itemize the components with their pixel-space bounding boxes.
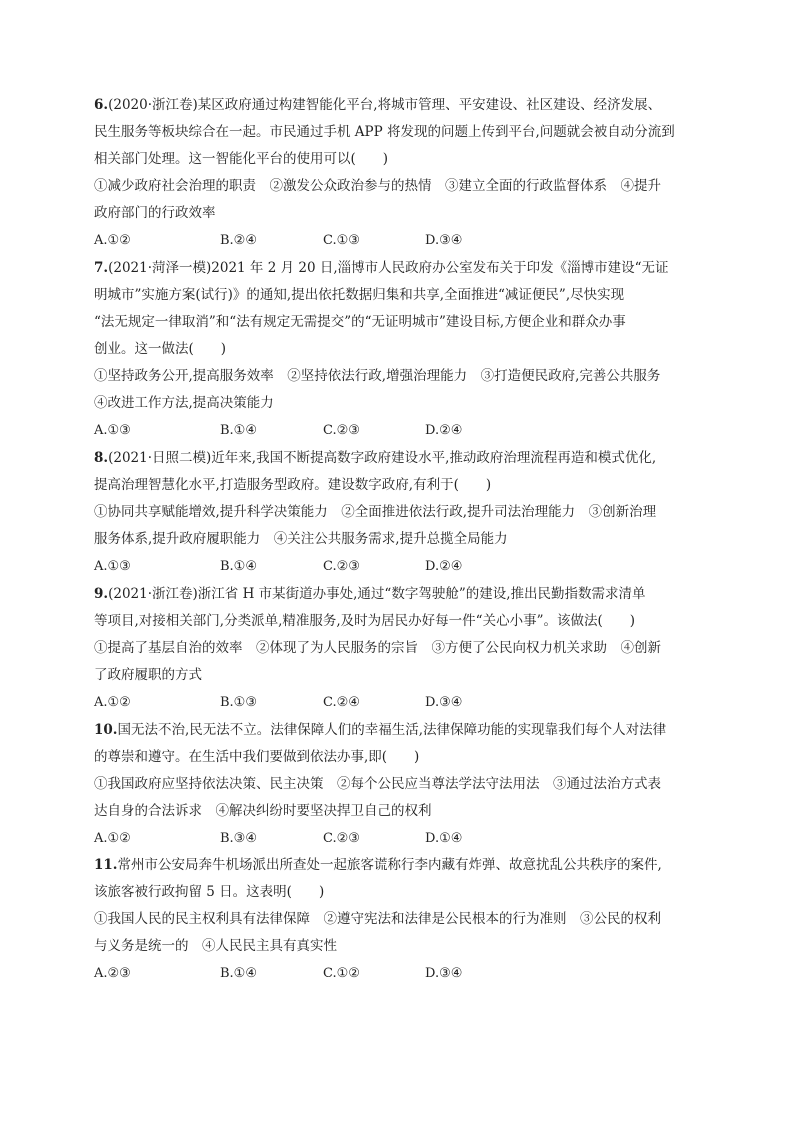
option-a: A.①③ [94, 423, 131, 438]
question-line [94, 581, 700, 608]
option-c: C.①② [323, 966, 360, 981]
answer-options [94, 417, 700, 444]
option-b: B.①④ [220, 559, 257, 574]
question-line [94, 852, 700, 879]
option-d: D.②④ [425, 559, 463, 574]
option-c: C.②③ [323, 831, 360, 846]
option-b: B.①④ [220, 966, 257, 981]
question-number: 6. [94, 97, 109, 113]
choice-statements: 与义务是统一的 ④人民民主具有真实性 [94, 938, 337, 954]
choice-statements: 了政府履职的方式 [94, 667, 202, 683]
answer-options [94, 960, 700, 987]
question-line: “法无规定一律取消”和“法有规定无需提交”的“无证明城市”建设目标,方便企业和群众办事 [94, 314, 626, 330]
option-c: C.②③ [323, 423, 360, 438]
question-stem: (2021·浙江卷)浙江省 H 市某街道办事处,通过“数字驾驶舱”的建设,推出民勤指数需求清单 [108, 586, 646, 602]
option-a: A.①② [94, 233, 131, 248]
question-stem: (2021·日照二模)近年来,我国不断提高数字政府建设水平,推动政府治理流程再造和模式优化, [108, 450, 657, 466]
option-b: B.②④ [220, 233, 257, 248]
question-7 [94, 255, 700, 444]
option-d: D.③④ [425, 233, 463, 248]
option-a: A.①② [94, 831, 131, 846]
choice-statements: 政府部门的行政效率 [94, 205, 216, 221]
answer-options [94, 825, 700, 852]
option-c: C.②④ [323, 695, 360, 710]
answer-options [94, 689, 700, 716]
choice-statements: 达自身的合法诉求 ④解决纠纷时要坚决捍卫自己的权利 [94, 803, 432, 819]
question-line: 等项目,对接相关部门,分类派单,精准服务,及时为居民办好每一件“关心小事”。该做法( ) [94, 613, 636, 629]
option-c: C.②③ [323, 559, 360, 574]
question-line: 明城市”实施方案(试行)》的通知,提出依托数据归集和共享,全面推进“减证便民”,尽快实现 [94, 287, 625, 303]
question-line: 创业。这一做法( ) [94, 341, 227, 357]
question-number: 7. [94, 260, 109, 276]
question-number: 8. [94, 450, 109, 466]
choice-statements: ①提高了基层自治的效率 ②体现了为人民服务的宗旨 ③方便了公民向权力机关求助 ④创新 [94, 640, 661, 656]
question-10 [94, 717, 700, 852]
choice-statements: ①减少政府社会治理的职责 ②激发公众政治参与的热情 ③建立全面的行政监督体系 ④提升 [94, 178, 661, 194]
choice-statements: ④改进工作方法,提高决策能力 [94, 395, 274, 411]
question-line: 相关部门处理。这一智能化平台的使用可以( ) [94, 151, 389, 167]
question-6 [94, 92, 700, 254]
question-9 [94, 581, 700, 716]
question-line [94, 445, 700, 472]
question-line: 民生服务等板块综合在一起。市民通过手机 APP 将发现的问题上传到平台,问题就会被自动分流到 [94, 124, 675, 140]
choice-statements: ①我国政府应坚持依法决策、民主决策 ②每个公民应当尊法学法守法用法 ③通过法治方式表 [94, 776, 661, 792]
choice-statements: 服务体系,提升政府履职能力 ④关注公共服务需求,提升总揽全局能力 [94, 531, 508, 547]
answer-options [94, 227, 700, 254]
question-line: 提高治理智慧化水平,打造服务型政府。建设数字政府,有利于( ) [94, 477, 492, 493]
option-d: D.②④ [425, 423, 463, 438]
option-a: A.①③ [94, 559, 131, 574]
option-d: D.③④ [425, 966, 463, 981]
option-a: A.②③ [94, 966, 131, 981]
choice-statements: ①坚持政务公开,提高服务效率 ②坚持依法行政,增强治理能力 ③打造便民政府,完善公共服务 [94, 368, 661, 384]
question-line [94, 717, 700, 744]
option-b: B.①③ [220, 695, 257, 710]
question-number: 11. [94, 857, 118, 873]
question-line: 该旅客被行政拘留 5 日。这表明( ) [94, 884, 325, 900]
question-line [94, 255, 700, 282]
option-d: D.③④ [425, 695, 463, 710]
question-stem: (2020·浙江卷)某区政府通过构建智能化平台,将城市管理、平安建设、社区建设、经济发展、 [108, 97, 662, 113]
option-c: C.①③ [323, 233, 360, 248]
question-line: 的尊崇和遵守。在生活中我们要做到依法办事,即( ) [94, 749, 420, 765]
option-d: D.①④ [425, 831, 463, 846]
option-b: B.①④ [220, 423, 257, 438]
answer-options [94, 553, 700, 580]
question-number: 9. [94, 586, 109, 602]
choice-statements: ①协同共享赋能增效,提升科学决策能力 ②全面推进依法行政,提升司法治理能力 ③创新治理 [94, 504, 657, 520]
option-b: B.③④ [220, 831, 257, 846]
question-stem: 国无法不治,民无法不立。法律保障人们的幸福生活,法律保障功能的实现靠我们每个人对法律 [117, 722, 667, 738]
option-a: A.①② [94, 695, 131, 710]
question-stem: 常州市公安局奔牛机场派出所查处一起旅客谎称行李内藏有炸弹、故意扰乱公共秩序的案件, [117, 857, 662, 873]
question-number: 10. [94, 722, 118, 738]
question-11 [94, 852, 700, 987]
question-8 [94, 445, 700, 580]
question-stem: (2021·菏泽一模)2021 年 2 月 20 日,淄博市人民政府办公室发布关于印发《淄博市建设“无证 [108, 260, 669, 276]
choice-statements: ①我国人民的民主权利具有法律保障 ②遵守宪法和法律是公民根本的行为准则 ③公民的权利 [94, 911, 661, 927]
question-line [94, 92, 700, 119]
